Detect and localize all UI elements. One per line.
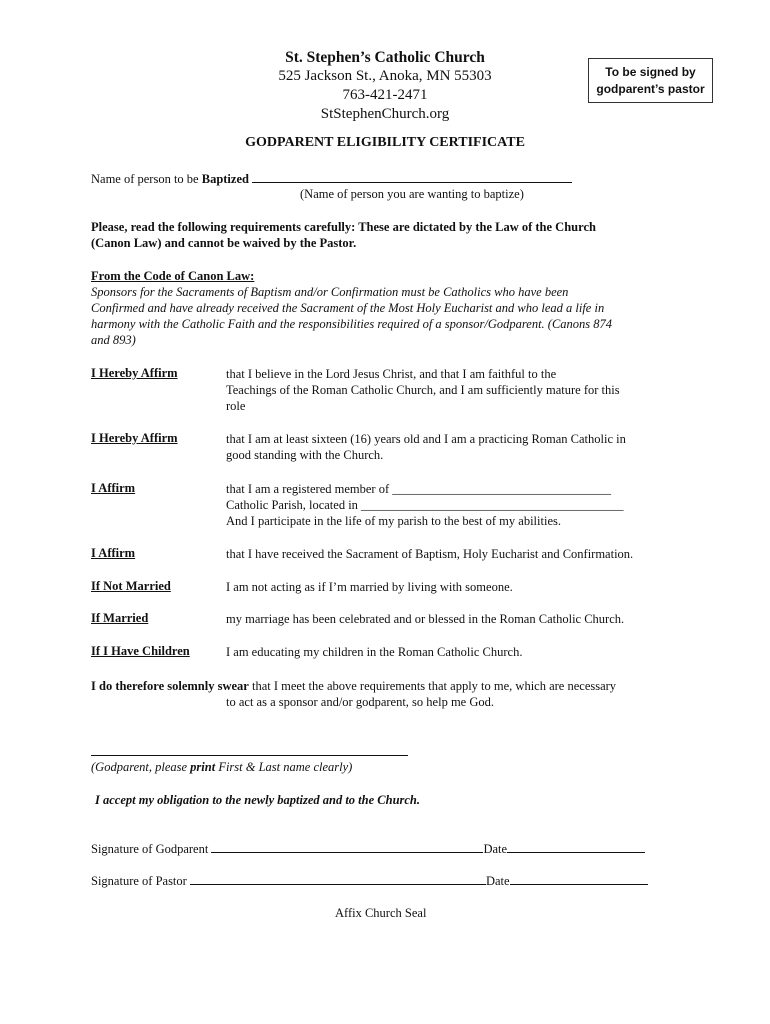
canon-law-line3: harmony with the Catholic Faith and the responsibilities required of a sponsor/Godparent. (Canons 874	[91, 317, 613, 331]
requirement-line: that I am at least sixteen (16) years old and I am a practicing Roman Catholic in	[226, 432, 626, 446]
requirement-line: my marriage has been celebrated and or blessed in the Roman Catholic Church.	[226, 612, 625, 626]
canon-law-heading: From the Code of Canon Law:	[91, 269, 255, 283]
canon-law-line2: Confirmed and have already received the Sacrament of the Most Holy Eucharist and who lead a life in	[91, 301, 605, 315]
church-phone: 763-421-2471	[342, 87, 428, 103]
requirement-label: I Hereby Affirm	[91, 366, 178, 380]
godparent-hint-print: print	[190, 760, 216, 774]
parish-location-field[interactable]: Catholic Parish, located in __________________________________________	[226, 498, 624, 512]
requirement-text	[226, 481, 696, 529]
pastor-date-field[interactable]	[510, 884, 648, 885]
church-address: 525 Jackson St., Anoka, MN 55303	[278, 68, 492, 84]
godparent-hint-suffix: First & Last name clearly)	[215, 760, 353, 774]
godparent-signature-field[interactable]	[211, 852, 483, 853]
requirement-line: role	[226, 399, 246, 413]
requirement-label: I Hereby Affirm	[91, 431, 178, 445]
church-website: StStephenChurch.org	[320, 106, 450, 122]
canon-law-line4: and 893)	[91, 333, 136, 347]
requirement-label: If Married	[91, 611, 149, 625]
godparent-date-field[interactable]	[507, 852, 645, 853]
document-title: GODPARENT ELIGIBILITY CERTIFICATE	[245, 135, 525, 150]
requirement-text	[226, 611, 696, 627]
oath-line2: to act as a sponsor and/or godparent, so help me God.	[226, 695, 494, 709]
sign-box	[588, 58, 713, 103]
sign-box-line1: To be signed by	[605, 65, 696, 79]
baptized-name-row	[91, 171, 572, 187]
requirement-text	[226, 579, 696, 595]
church-seal-label: Affix Church Seal	[335, 906, 427, 920]
requirement-line: that I believe in the Lord Jesus Christ, and that I am faithful to the	[226, 367, 557, 381]
requirement-text	[226, 431, 696, 463]
oath-line1	[91, 678, 616, 694]
notice-line2: (Canon Law) and cannot be waived by the Pastor.	[91, 236, 357, 250]
baptized-label-bold: Baptized	[201, 172, 249, 186]
pastor-signature-label: Signature of Pastor	[91, 874, 190, 888]
godparent-name-field[interactable]	[91, 755, 408, 756]
requirement-text	[226, 546, 696, 562]
requirement-line: I am not acting as if I’m married by living with someone.	[226, 580, 513, 594]
oath-rest: that I meet the above requirements that apply to me, which are necessary	[248, 679, 617, 693]
requirement-text	[226, 366, 696, 414]
pastor-signature-row	[91, 873, 671, 889]
baptized-name-field[interactable]	[252, 182, 572, 183]
baptized-hint: (Name of person you are wanting to baptize)	[300, 187, 524, 201]
church-name: St. Stephen’s Catholic Church	[285, 49, 485, 66]
requirement-label: I Affirm	[91, 546, 136, 560]
requirement-line: good standing with the Church.	[226, 448, 384, 462]
pastor-date-label: Date	[485, 874, 510, 888]
godparent-date-label: Date	[483, 842, 508, 856]
notice-line1: Please, read the following requirements carefully: These are dictated by the Law of the Church	[91, 220, 596, 234]
requirement-line: I am educating my children in the Roman Catholic Church.	[226, 645, 523, 659]
requirement-text	[226, 644, 696, 660]
godparent-name-hint	[91, 759, 352, 775]
requirement-line: that I have received the Sacrament of Baptism, Holy Eucharist and Confirmation.	[226, 547, 634, 561]
requirement-label: If Not Married	[91, 579, 171, 593]
pastor-signature-field[interactable]	[190, 884, 486, 885]
requirement-line: And I participate in the life of my parish to the best of my abilities.	[226, 514, 561, 528]
godparent-hint-prefix: (Godparent, please	[91, 760, 191, 774]
oath-bold: I do therefore solemnly swear	[91, 679, 249, 693]
baptized-label: Name of person to be	[91, 172, 202, 186]
godparent-signature-row	[91, 841, 671, 857]
sign-box-line2: godparent’s pastor	[596, 82, 705, 96]
requirement-label: If I Have Children	[91, 644, 190, 658]
parish-member-field[interactable]: that I am a registered member of ___________________________________	[226, 482, 611, 496]
obligation-statement: I accept my obligation to the newly baptized and to the Church.	[95, 793, 421, 807]
requirement-label: I Affirm	[91, 481, 136, 495]
requirement-line: Teachings of the Roman Catholic Church, and I am sufficiently mature for this	[226, 383, 620, 397]
canon-law-line1: Sponsors for the Sacraments of Baptism and/or Confirmation must be Catholics who have been	[91, 285, 569, 299]
godparent-signature-label: Signature of Godparent	[91, 842, 212, 856]
